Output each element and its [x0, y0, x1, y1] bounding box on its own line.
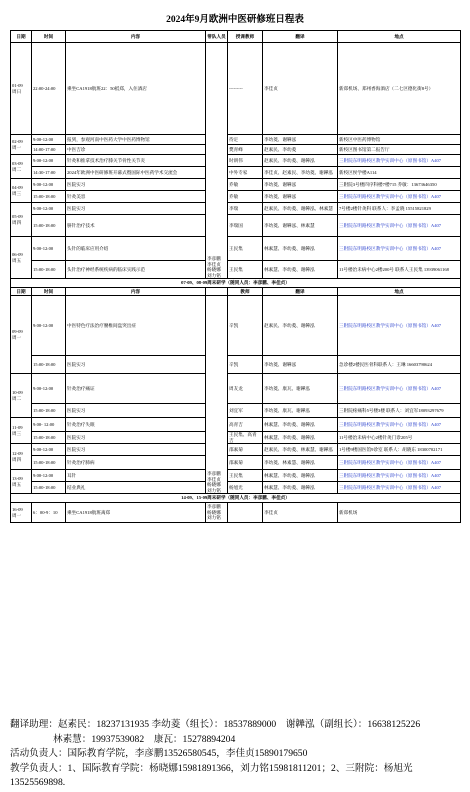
teacher-cell: 樊青峰: [228, 145, 263, 155]
table-row: [11, 456, 461, 470]
location-cell: 三附院东明路校区教学实训中心（原图书馆）A407: [338, 155, 461, 167]
date-cell: 01-09 周日: [11, 43, 32, 135]
translator-cell: 林素慧、李幼菱、谢韡泓: [263, 261, 338, 279]
location-cell: 新校区侯学楼A114: [338, 167, 461, 179]
date-cell: 06-09 周五: [11, 237, 32, 279]
content-cell: 针灸治疗肺病: [66, 456, 206, 470]
date-cell: 10-09 周二: [11, 374, 32, 418]
time-cell: 9:00-12:00: [32, 470, 66, 482]
location-cell: 11号楼治未病中心2楼针灸门诊205号: [338, 432, 461, 444]
time-cell: 9:00-12:00: [32, 203, 66, 215]
table-row: [11, 404, 461, 418]
date-cell: 09-09 周一: [11, 296, 32, 374]
location-cell: 新郑机场、郑州香海酒店（二七区德化街8号）: [338, 43, 461, 135]
content-cell: 报到，参观河南中医药大学中医药博物馆: [66, 135, 206, 145]
time-cell: 15:00-18:00: [32, 404, 66, 418]
date-cell: 05-09 周四: [11, 203, 32, 237]
location-cell: 三附院东明路校区教学实训中心（原图书馆）A407: [338, 470, 461, 482]
table-row: [11, 215, 461, 237]
translator-cell: 赵素民、李幼菱、谢韡泓: [263, 155, 338, 167]
location-cell: 三附院疼痛科5号楼3楼 联系人：刘宜军18093297679: [338, 404, 461, 418]
content-cell: 医院实习: [66, 404, 206, 418]
teacher-cell: 待定: [228, 135, 263, 145]
content-cell: 医院实习: [66, 432, 206, 444]
date-cell: 04-09 周三: [11, 179, 32, 203]
table-row: [11, 261, 461, 279]
content-cell: 头针治疗神经系统疾病的临床实践示范: [66, 261, 206, 279]
location-cell: 三附院东明路校区教学实训中心（原图书馆）A407: [338, 456, 461, 470]
table-row: [11, 145, 461, 155]
table-row: [11, 43, 461, 135]
content-cell: 针灸美容: [66, 191, 206, 203]
content-cell: 中医特色疗法治疗腰椎间盘突出症: [66, 296, 206, 356]
column-header: 教师: [228, 288, 263, 296]
content-cell: 针灸和推拿技术治疗膝关节骨性关节炎: [66, 155, 206, 167]
teacher-cell: 邵素菊: [228, 456, 263, 470]
time-cell: 15:00-18:00: [32, 482, 66, 494]
content-cell: 中医吉诊: [66, 145, 206, 155]
location-cell: 三附院东明路校区教学实训中心（原图书馆）A407: [338, 237, 461, 261]
table-row: [11, 135, 461, 145]
content-cell: 结业典礼: [66, 482, 206, 494]
location-cell: 新郑机场: [338, 503, 461, 523]
time-cell: 9:00-12:00: [32, 374, 66, 404]
teacher-cell: ---------: [228, 43, 263, 135]
table-row: [11, 296, 461, 356]
column-header: [206, 288, 228, 296]
translator-cell: 赵素民、李幼菱、谢韡泓、林素慧: [263, 203, 338, 215]
content-cell: 针灸治疗痛证: [66, 374, 206, 404]
table-row: [11, 203, 461, 215]
translator-cell: 李佳贞: [263, 43, 338, 135]
content-cell: 乘坐CA1918航班22：50抵郑，入住酒店: [66, 43, 206, 135]
time-cell: 6：00-9：10: [32, 503, 66, 523]
location-cell: 三附院东明路校区教学实训中心（原图书馆）A407: [338, 374, 461, 404]
time-cell: 9:00-12:00: [32, 444, 66, 456]
table-row: [11, 155, 461, 167]
table-row: [11, 179, 461, 191]
table-row: [11, 237, 461, 261]
translator-cell: 林素慧、李幼菱、谢韡泓: [263, 418, 338, 432]
translator-cell: 李幼菱、康瓦、谢韡泓: [263, 374, 338, 404]
teacher-cell: 杨旭光: [228, 482, 263, 494]
teacher-cell: 周友龙: [228, 374, 263, 404]
teacher-cell: 辛凯: [228, 356, 263, 374]
location-cell: 三附院3号楼四序科楼7楼715 乔敏：13673646350: [338, 179, 461, 191]
column-header: 时间: [32, 31, 66, 43]
weekend-banner-row: [11, 494, 461, 503]
teacher-cell: 中外专家: [228, 167, 263, 179]
time-cell: 15:00-18:00: [32, 456, 66, 470]
time-cell: 9:00-12:00: [32, 237, 66, 261]
table-row: [11, 470, 461, 482]
page-title: 2024年9月欧洲中医研修班日程表: [166, 15, 304, 25]
column-header: 地点: [338, 31, 461, 43]
date-cell: 12-09 周四: [11, 444, 32, 470]
teacher-cell: 王民集: [228, 237, 263, 261]
table-row: [11, 374, 461, 404]
column-header: 日期: [11, 288, 32, 296]
schedule-table: [10, 30, 461, 523]
date-cell: 02-09 周一: [11, 135, 32, 155]
time-cell: 15:00-18:00: [32, 432, 66, 444]
content-cell: 头针的临床应用介绍: [66, 237, 206, 261]
time-cell: 9:00-12:00: [32, 179, 66, 191]
time-cell: 14:30-17:00: [32, 167, 66, 179]
translator-cell: 李幼菱、谢韡泓: [263, 179, 338, 191]
translator-cell: 林素慧、李幼菱、谢韡泓: [263, 237, 338, 261]
staff-cell: 李彦鹏 李佳贞 杨晓娜 刘力铭: [206, 296, 228, 494]
translator-line-1: 翻译助理：赵素民：18237131935 李幼菱（组长）：18537889000 谢韡泓（副组长）：16638125226: [10, 719, 421, 730]
location-cell: 三附院东明路校区教学实训中心（原图书馆）A407: [338, 418, 461, 432]
table-row: [11, 191, 461, 203]
location-cell: 新校区中医药博物馆: [338, 135, 461, 145]
column-header: 内容: [66, 288, 206, 296]
translator-cell: 李幼菱、谢韡泓、林素慧: [263, 215, 338, 237]
time-cell: 15:00-18:00: [32, 215, 66, 237]
teacher-cell: 李瑞国: [228, 215, 263, 237]
table-row: [11, 482, 461, 494]
translator-cell: 李幼菱、林素慧、谢韡泓: [263, 456, 338, 470]
translator-cell: 李幼菱、康瓦、谢韡泓: [263, 404, 338, 418]
teacher-cell: 王民集、高青吉: [228, 432, 263, 444]
column-header: 带队人员: [206, 31, 228, 43]
staff-cell: 李彦鹏 杨晓娜 刘力铭: [206, 503, 228, 523]
time-cell: 14:00-17:00: [32, 145, 66, 155]
location-cell: 三附院东明路校区教学实训中心（原图书馆）A407: [338, 191, 461, 203]
translator-cell: 赵素民、李幼菱、谢韡泓: [263, 296, 338, 356]
location-cell: 三附院东明路校区教学实训中心（原图书馆）A407: [338, 215, 461, 237]
teacher-cell: 王民集: [228, 261, 263, 279]
table-header-row: [11, 288, 461, 296]
table-row: [11, 356, 461, 374]
staff-cell: 李彦鹏 李佳贞 杨晓娜 刘力铭: [206, 43, 228, 279]
translator-cell: 李佳贞: [263, 503, 338, 523]
schedule-table-body: [11, 31, 461, 523]
column-header: 翻译: [263, 288, 338, 296]
date-cell: 13-09 周五: [11, 470, 32, 494]
table-row: [11, 167, 461, 179]
teacher-cell: 辛凯: [228, 296, 263, 356]
weekend-banner: 07-09、08-09周末研学（随同人员：李彦鹏、李佳贞）: [11, 279, 461, 288]
column-header: 时间: [32, 288, 66, 296]
teaching-lead-line: 教学负责人：1、国际教育学院：杨晓娜15981891366，刘力铭15981811201；2、三附院：杨旭光13525569898.: [10, 762, 413, 788]
teacher-cell: 乔敏: [228, 179, 263, 191]
location-cell: 三附院东明路校区教学实训中心（原图书馆）A407: [338, 482, 461, 494]
column-header: 地点: [338, 288, 461, 296]
location-cell: 急诊楼2楼民医骨科联系人：王琳 16603790624: [338, 356, 461, 374]
time-cell: 9:00-12:00: [32, 296, 66, 356]
teacher-cell: 刘宜军: [228, 404, 263, 418]
teacher-cell: 邵素菊: [228, 444, 263, 456]
translator-cell: 赵素民、李幼菱: [263, 145, 338, 155]
location-cell: 1号楼9楼国医馆9诊室 联系人：胡晓东 18300702171: [338, 444, 461, 456]
translator-cell: 李幼菱、谢韡泓: [263, 135, 338, 145]
content-cell: 2024年欧洲中医研修班开幕式暨国际中医药学术交流会: [66, 167, 206, 179]
time-cell: 15:00-18:00: [32, 191, 66, 203]
teacher-cell: [228, 503, 263, 523]
translator-cell: 李佳贞、赵素民、李幼菱、谢韡泓: [263, 167, 338, 179]
content-cell: 医院实习: [66, 203, 206, 215]
content-cell: 乘坐CA1918航班离郑: [66, 503, 206, 523]
teacher-cell: 李瑞: [228, 203, 263, 215]
table-row: [11, 444, 461, 456]
time-cell: 9:00-12:00: [32, 155, 66, 167]
teacher-cell: 乔敏: [228, 191, 263, 203]
content-cell: 耳针: [66, 470, 206, 482]
column-header: 授课教师: [228, 31, 263, 43]
time-cell: 9:00- 12:00: [32, 418, 66, 432]
time-cell: 15:00-18:00: [32, 261, 66, 279]
translator-cell: 林素慧、李幼菱、谢韡泓: [263, 470, 338, 482]
date-cell: 03-09 周二: [11, 155, 32, 179]
content-cell: 医院实习: [66, 179, 206, 191]
weekend-banner-row: [11, 279, 461, 288]
translator-cell: 李幼菱、谢韡泓: [263, 191, 338, 203]
column-header: 翻译: [263, 31, 338, 43]
location-cell: 三附院东明路校区教学实训中心（原图书馆）A407: [338, 296, 461, 356]
contact-info: [10, 718, 465, 791]
content-cell: 脐针治疗技术: [66, 215, 206, 237]
location-cell: 7号楼2楼针灸科 联系人：李孟晓 15515821829: [338, 203, 461, 215]
date-cell: 11-09 周三: [11, 418, 32, 444]
time-cell: 15:00-18:00: [32, 356, 66, 374]
content-cell: 针灸治疗失眠: [66, 418, 206, 432]
activity-lead-line: 活动负责人：国际教育学院，李彦鹏13526580545，李佳贞15890179650: [10, 748, 308, 759]
time-cell: 9:00-12:00: [32, 135, 66, 145]
teacher-cell: 时朗伟: [228, 155, 263, 167]
location-cell: 11号楼治未病中心2楼200号 联系人王民集 13939061168: [338, 261, 461, 279]
translator-cell: 李幼菱、谢韡泓: [263, 356, 338, 374]
table-row: [11, 503, 461, 523]
translator-cell: 林素慧、李幼菱、谢韡泓: [263, 432, 338, 444]
translator-cell: 林素慧、李幼菱、谢韡泓: [263, 482, 338, 494]
date-cell: 16-09 周一: [11, 503, 32, 523]
content-cell: 医院实习: [66, 356, 206, 374]
table-row: [11, 418, 461, 432]
column-header: 日期: [11, 31, 32, 43]
translator-line-2: 林素慧：19937539082 康瓦：15278894204: [53, 733, 236, 745]
teacher-cell: 王民集: [228, 470, 263, 482]
content-cell: 医院实习: [66, 444, 206, 456]
table-row: [11, 432, 461, 444]
column-header: 内容: [66, 31, 206, 43]
teacher-cell: 高青吉: [228, 418, 263, 432]
location-cell: 新校区图书馆第二报告厅: [338, 145, 461, 155]
time-cell: 22:00-24:00: [32, 43, 66, 135]
translator-cell: 赵素民、李幼菱、林素慧、谢韡泓: [263, 444, 338, 456]
table-header-row: [11, 31, 461, 43]
weekend-banner: 14-09、15-09周末研学（随同人员：李彦鹏、李佳贞）: [11, 494, 461, 503]
